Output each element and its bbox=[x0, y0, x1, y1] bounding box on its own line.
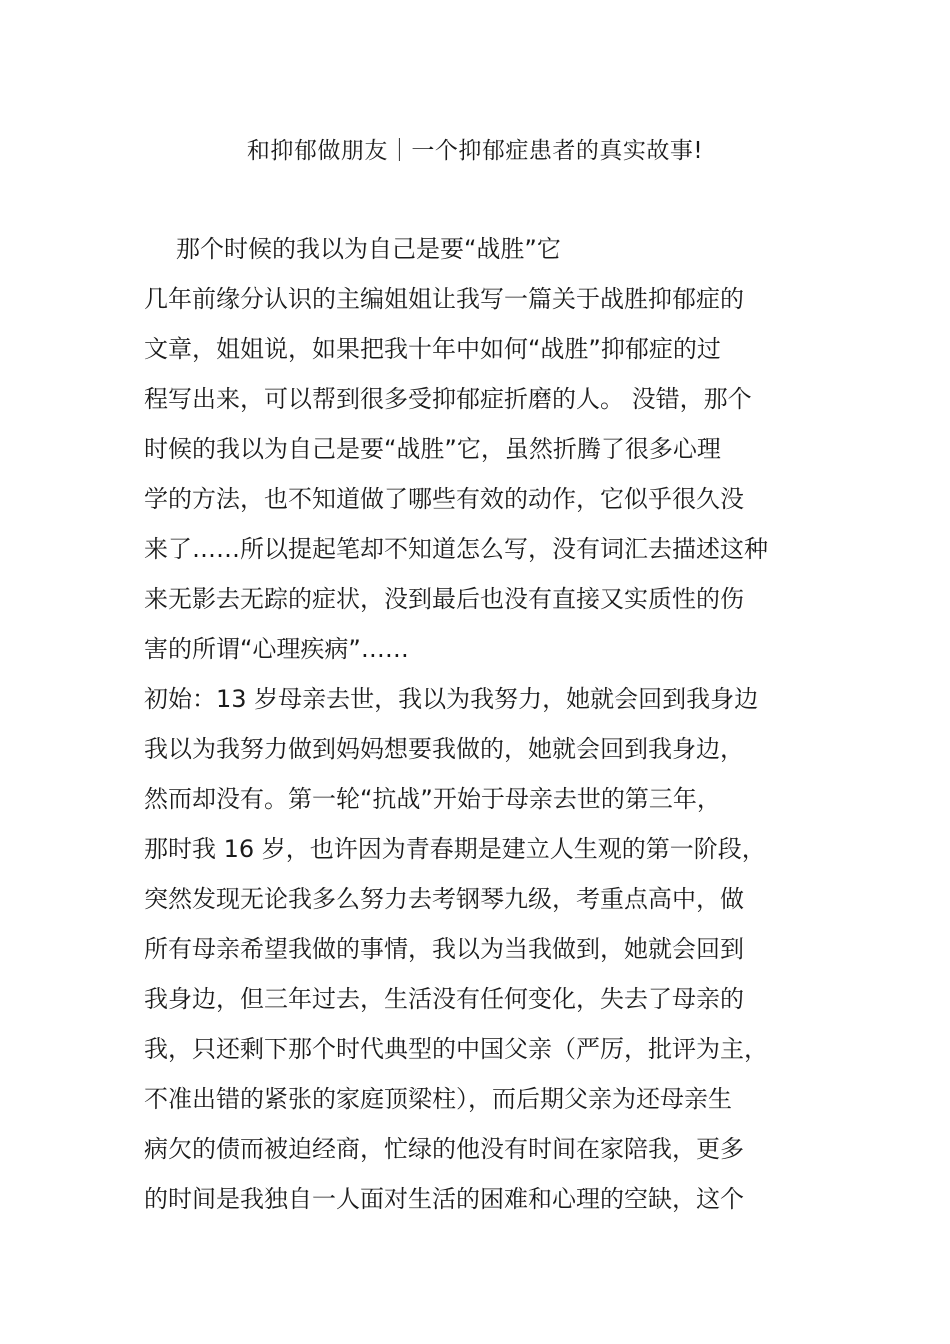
body-line: 突然发现无论我多么努力去考钢琴九级，考重点高中，做 bbox=[144, 885, 744, 913]
body-line: 几年前缘分认识的主编姐姐让我写一篇关于战胜抑郁症的 bbox=[144, 285, 744, 313]
body-line: 我以为我努力做到妈妈想要我做的，她就会回到我身边， bbox=[144, 735, 744, 763]
body-line: 来了……所以提起笔却不知道怎么写，没有词汇去描述这种 bbox=[144, 535, 768, 563]
document-title: 和抑郁做朋友｜一个抑郁症患者的真实故事! bbox=[246, 138, 704, 164]
body-line: 病欠的债而被迫经商，忙绿的他没有时间在家陪我，更多 bbox=[144, 1135, 744, 1163]
body-line: 我身边，但三年过去，生活没有任何变化，失去了母亲的 bbox=[144, 985, 744, 1013]
article-body bbox=[144, 232, 824, 1232]
body-line: 然而却没有。第一轮“抗战”开始于母亲去世的第三年， bbox=[144, 785, 721, 813]
body-line: 那时我 16 岁，也许因为青春期是建立人生观的第一阶段， bbox=[144, 835, 766, 863]
body-line: 学的方法，也不知道做了哪些有效的动作，它似乎很久没 bbox=[144, 485, 744, 513]
body-line: 所有母亲希望我做的事情，我以为当我做到，她就会回到 bbox=[144, 935, 744, 963]
body-line: 文章，姐姐说，如果把我十年中如何“战胜”抑郁症的过 bbox=[144, 335, 721, 363]
body-line: 的时间是我独自一人面对生活的困难和心理的空缺，这个 bbox=[144, 1185, 744, 1213]
body-line: 我，只还剩下那个时代典型的中国父亲（严厉，批评为主， bbox=[144, 1035, 768, 1063]
body-line: 害的所谓“心理疾病”…… bbox=[144, 635, 409, 663]
body-line: 来无影去无踪的症状，没到最后也没有直接又实质性的伤 bbox=[144, 585, 744, 613]
body-line: 时候的我以为自己是要“战胜”它，虽然折腾了很多心理 bbox=[144, 435, 721, 463]
body-line: 程写出来，可以帮到很多受抑郁症折磨的人。 没错，那个 bbox=[144, 385, 752, 413]
section-heading: 初始：13 岁母亲去世，我以为我努力，她就会回到我身边 bbox=[144, 685, 759, 713]
section-heading: 那个时候的我以为自己是要“战胜”它 bbox=[176, 235, 561, 263]
body-line: 不准出错的紧张的家庭顶梁柱），而后期父亲为还母亲生 bbox=[144, 1085, 732, 1113]
